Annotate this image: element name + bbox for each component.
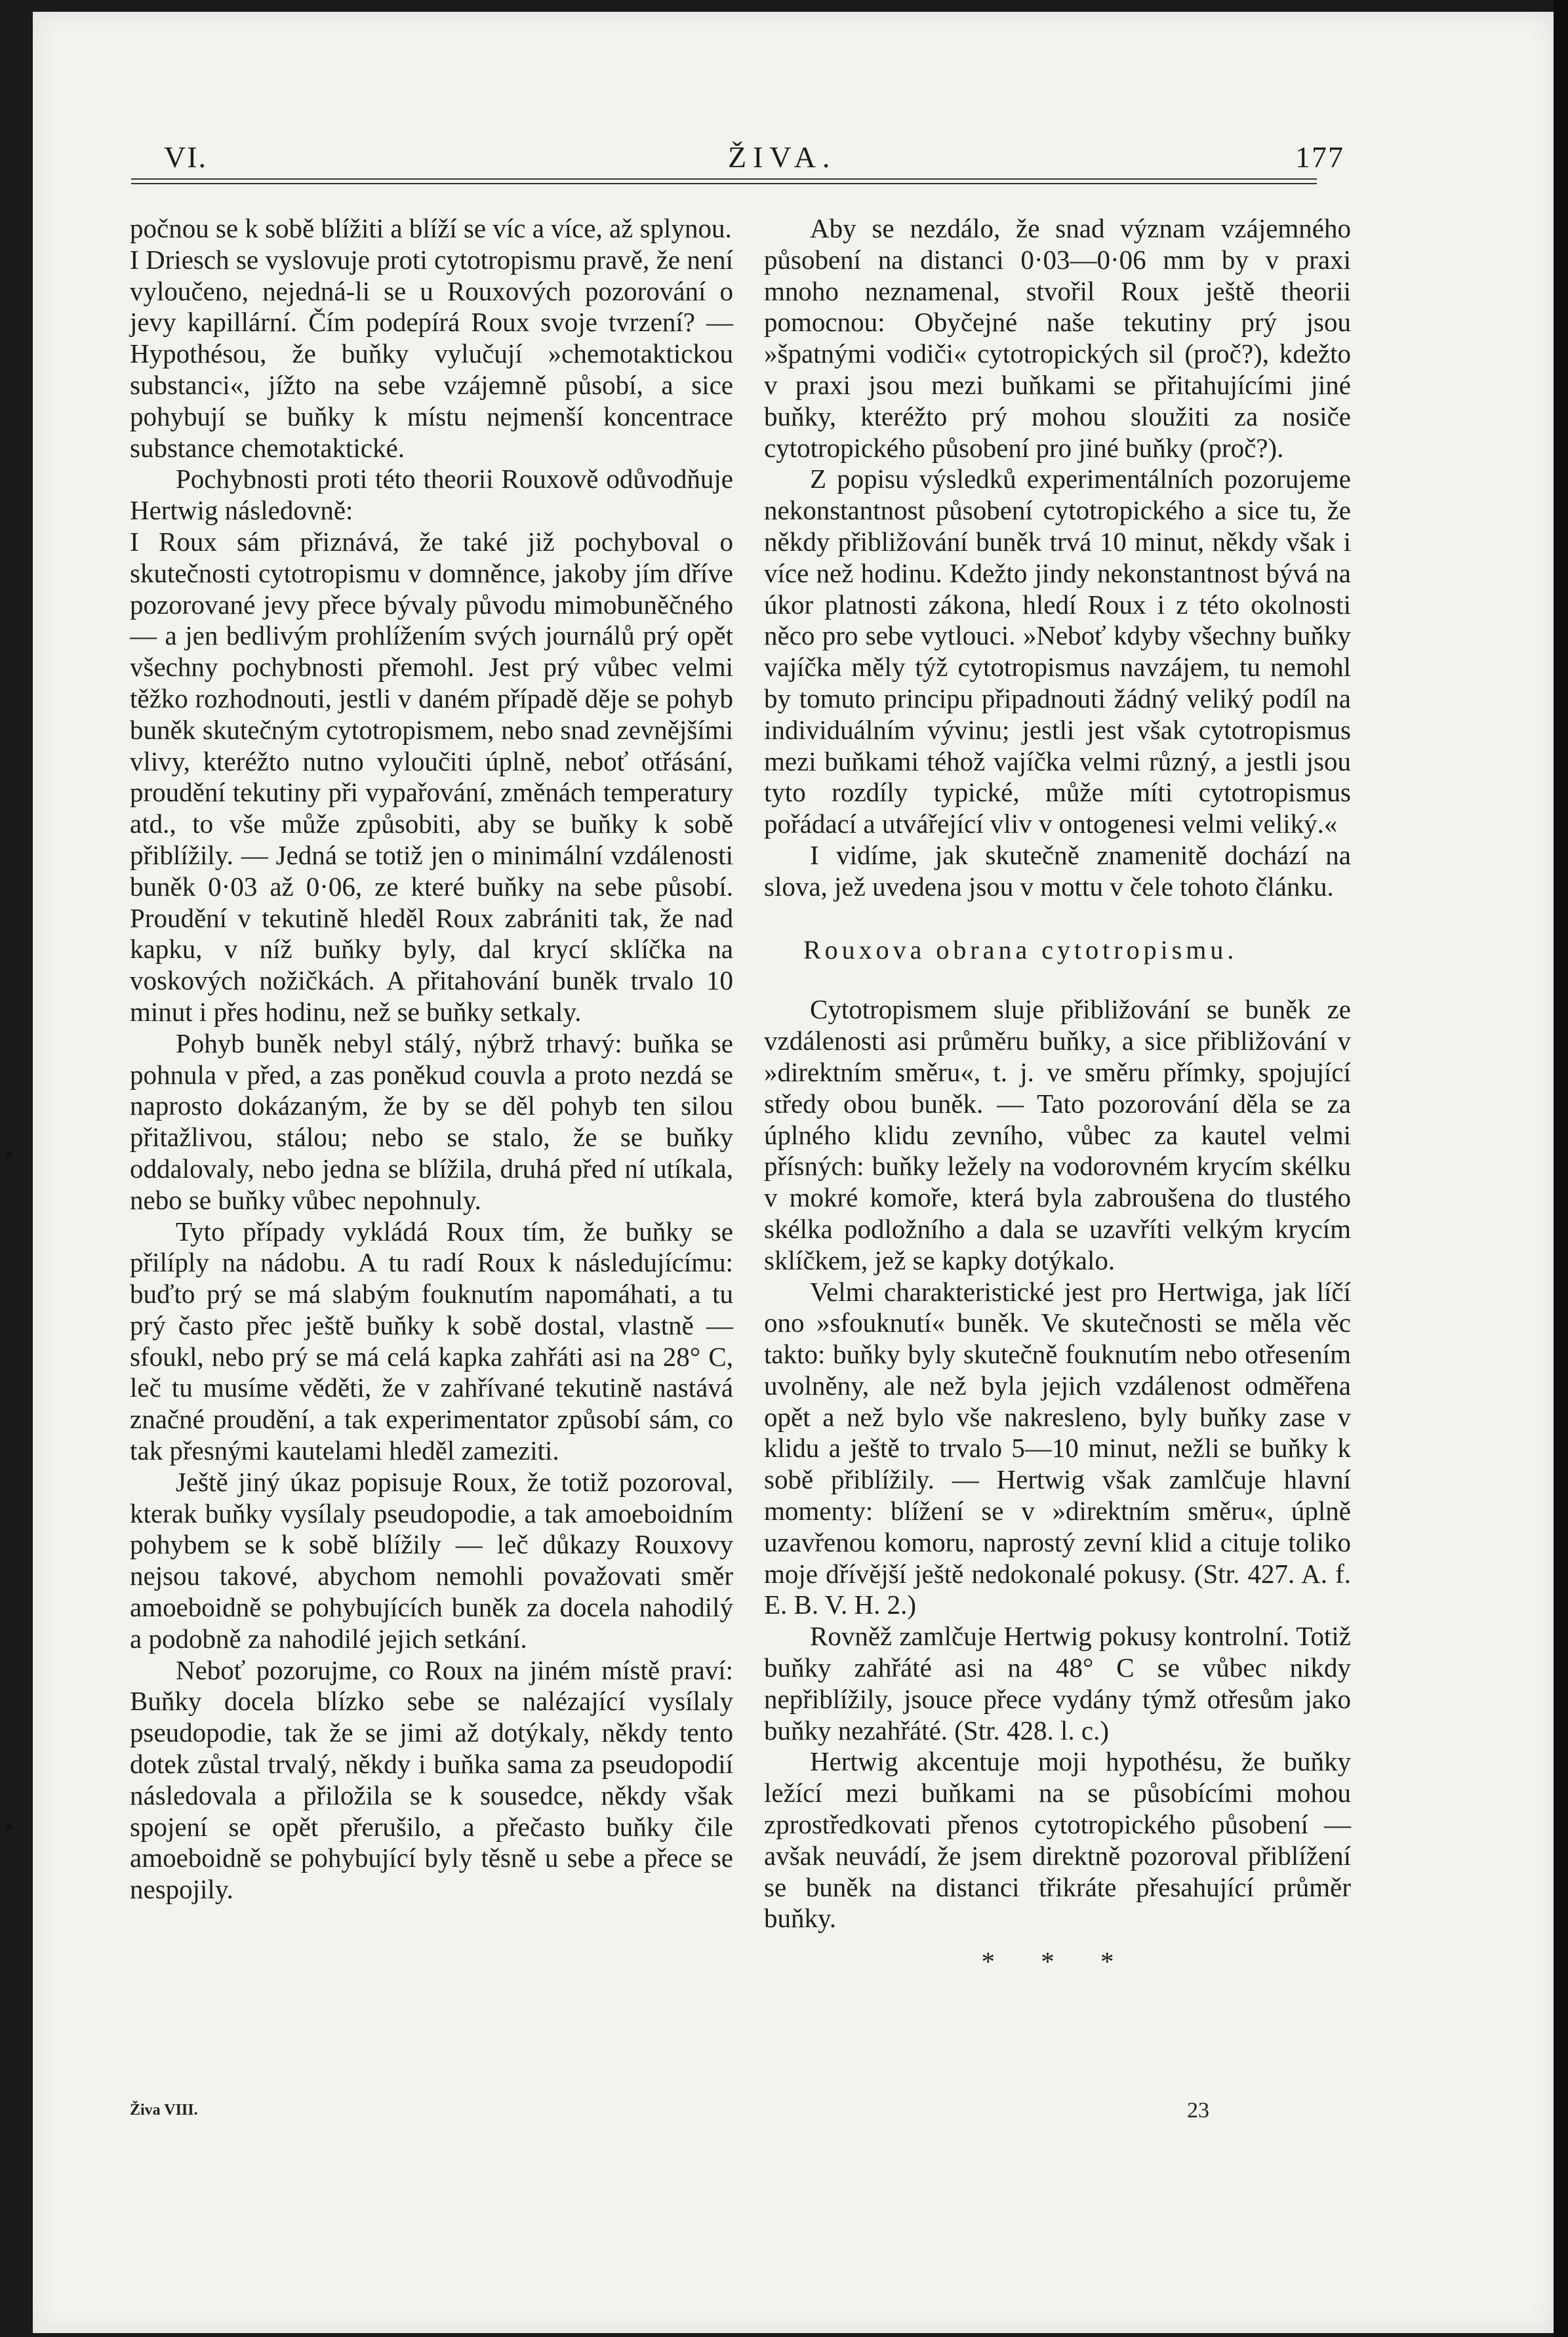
section-heading: Rouxova obrana cytotropismu. xyxy=(803,934,1238,965)
paragraph: Ještě jiný úkaz popisuje Roux, že totiž pozoroval, kterak buňky vysílaly pseudopodie, a tak amoeboidním pohybem se k sobě blížily — leč důkazy Rouxovy nejsou takové, abychom nemohli považovati směr amoeboidně se pohybujících buněk za docela nahodilý a podobně za nahodilé jejich setkání. xyxy=(130,1466,733,1654)
right-column xyxy=(764,213,1351,1978)
paragraph: počnou se k sobě blížiti a blíží se víc a více, až splynou. xyxy=(130,213,732,243)
paragraph: Pohyb buněk nebyl stálý, nýbrž trhavý: buňka se pohnula v před, a zas poněkud couvla a proto nezdá se naprosto dokázaným, že by se děl pohyb ten silou přitažlivou, stálou; nebo se stalo, že se buňky oddalovaly, nebo jedna se blížila, druhá před ní utíkala, nebo se buňky vůbec nepohnuly. xyxy=(130,1028,733,1215)
paragraph: Tyto případy vykládá Roux tím, že buňky se přilíply na nádobu. A tu radí Roux k následujícímu: buďto prý se má slabým fouknutím napomáhati, a tu prý často přec ještě buňky k sobě dostal, vlastně — sfoukl, nebo prý se má celá kapka zahřáti asi na 28° C, leč tu musíme věděti, že v zahřívané tekutině nastává značné proudění, a tak experimentator způsobí sám, co tak přesnými kautelami hleděl zameziti. xyxy=(130,1216,733,1466)
scan-edge xyxy=(1554,0,1568,2337)
paragraph: I vidíme, jak skutečně znamenitě dochází na slova, jež uvedena jsou v mottu v čele tohoto článku. xyxy=(764,839,1351,902)
margin-marker-icon: ▸ xyxy=(7,1818,15,1835)
separator-stars: * * * xyxy=(981,1946,1134,1977)
paragraph: Aby se nezdálo, že snad význam vzájemného působení na distanci 0·03—0·06 mm by v praxi mnoho neznamenal, stvořil Roux ještě theorii pomocnou: Obyčejné naše tekutiny prý jsou »špatnými vodiči« cytotropických sil (proč?), kdežto v praxi jsou mezi buňkami se přitahujícími jiné buňky, kteréžto prý mohou sloužiti za nosiče cytotropického působení pro jiné buňky (proč?). xyxy=(764,213,1351,463)
paragraph: Hertwig akcentuje moji hypothésu, že buňky ležící mezi buňkami na se působícími mohou zprostředkovati přenos cytotropického působení — avšak neuvádí, že jsem direktně pozoroval přiblížení se buněk na distanci třikráte přesahující průměr buňky. xyxy=(764,1746,1351,1934)
left-column xyxy=(130,213,733,1906)
paragraph: Cytotropismem sluje přibližování se buněk ze vzdálenosti asi průměru buňky, a sice přibližování v »direktním směru«, t. j. ve směru přímky, spojující středy obou buněk. — Tato pozorování děla se za úplného klidu zevního, vůbec za kautel velmi přísných: buňky ležely na vodorovném krycím skélku v mokré komoře, která byla zabroušena do tlustého skélka podložního a dala se uzavříti velkým krycím sklíčkem, jež se kapky dotýkalo. xyxy=(764,994,1351,1275)
paragraph: Velmi charakteristické jest pro Hertwiga, jak líčí ono »sfouknutí« buněk. Ve skutečnosti se měla věc takto: buňky byly skutečně fouknutím nebo otřesením uvolněny, ale než byla jejich vzdálenost odměřena opět a než bylo vše nakresleno, byly buňky zase v klidu a ještě to trvalo 5—10 minut, nežli se buňky k sobě přiblížily. — Hertwig však zamlčuje hlavní momenty: blížení se v »direktním směru«, úplně uzavřenou komoru, naprostý zevní klid a cituje toliko moje dřívější ještě nedokonalé pokusy. (Str. 427. A. f. E. B. V. H. 2.) xyxy=(764,1276,1351,1620)
signature-mark: Živa VIII. xyxy=(130,2102,198,2119)
header-rule-bottom xyxy=(131,183,1317,184)
paragraph: I Driesch se vyslovuje proti cytotropismu pravě, že není vyloučeno, nejedná-li se u Rouxových pozorování o jevy kapillární. Čím podepírá Roux svoje tvrzení? — Hypothésou, že buňky vylučují »chemotaktickou substanci«, jížto na sebe vzájemně působí, a sice pohybují se buňky k místu nejmenší koncentrace substance chemotaktické. xyxy=(130,244,733,463)
paragraph: Rovněž zamlčuje Hertwig pokusy kontrolní. Totiž buňky zahřáté asi na 48° C se vůbec nikdy nepřiblížily, jsouce přece vydány týmž otřesům jako buňky nezahřáté. (Str. 428. l. c.) xyxy=(764,1621,1351,1746)
journal-title: ŽIVA. xyxy=(728,140,837,174)
paragraph: Pochybnosti proti této theorii Rouxově odůvodňuje Hertwig následovně: xyxy=(130,464,733,526)
paragraph: I Roux sám přiznává, že také již pochyboval o skutečnosti cytotropismu v domněnce, jakoby jím dříve pozorované jevy přece bývaly původu mimobuněčného — a jen bedlivým prohlížením svých journálů prý opět všechny pochybnosti přemohl. Jest prý vůbec velmi těžko rozhodnouti, jestli v daném případě děje se pohyb buněk skutečným cytotropismem, nebo snad zevnějšími vlivy, kteréžto nutno vyloučiti úplně, neboť otřásání, proudění tekutiny při vypařování, změnách temperatury atd., to vše může způsobiti, aby se buňky k sobě přiblížily. — Jedná se totiž jen o minimální vzdálenosti buněk 0·03 až 0·06, ze které buňky na sebe působí. Proudění v tekutině hleděl Roux zabrániti tak, že nad kapku, v níž buňky byly, dal krycí sklíčka na voskových nožičkách. A přitahování buněk trvalo 10 minut i přes hodinu, než se buňky setkaly. xyxy=(130,526,733,1027)
paragraph: Z popisu výsledků experimentálních pozorujeme nekonstantnost působení cytotropického a sice tu, že někdy přibližování buněk trvá 10 minut, někdy však i více než hodinu. Kdežto jindy nekonstantnost bývá na úkor platnosti zákona, hledí Roux i z této okolnosti něco pro sebe vytlouci. »Neboť kdyby všechny buňky vajíčka měly týž cytotropismus navzájem, tu nemohl by tomuto principu připadnouti žádný veliký podíl na individuálním vývinu; jestli jest však cytotropismus mezi buňkami téhož vajíčka velmi různý, a jestli jsou tyto rozdíly typické, může míti cytotropismus pořádací a utvářející vliv v ontogenesi velmi veliký.« xyxy=(764,464,1351,839)
header-rule-top xyxy=(131,178,1317,180)
margin-marker-icon: ▸ xyxy=(7,1146,15,1163)
paragraph: Neboť pozorujme, co Roux na jiném místě praví: Buňky docela blízko sebe se nalézající vysílaly pseudopodie, tak že se jimi až dotýkaly, někdy tento dotek zůstal trvalý, někdy i buňka sama za pseudopodií následovala a přiložila se k sousedce, někdy však spojení se opět přerušilo, a přečasto buňky čile amoeboidně se pohybující byly těsně u sebe a přece se nespojily. xyxy=(130,1654,733,1905)
volume-number: VI. xyxy=(164,140,208,174)
page-number: 177 xyxy=(1295,140,1344,174)
sheet-number: 23 xyxy=(1187,2098,1209,2123)
